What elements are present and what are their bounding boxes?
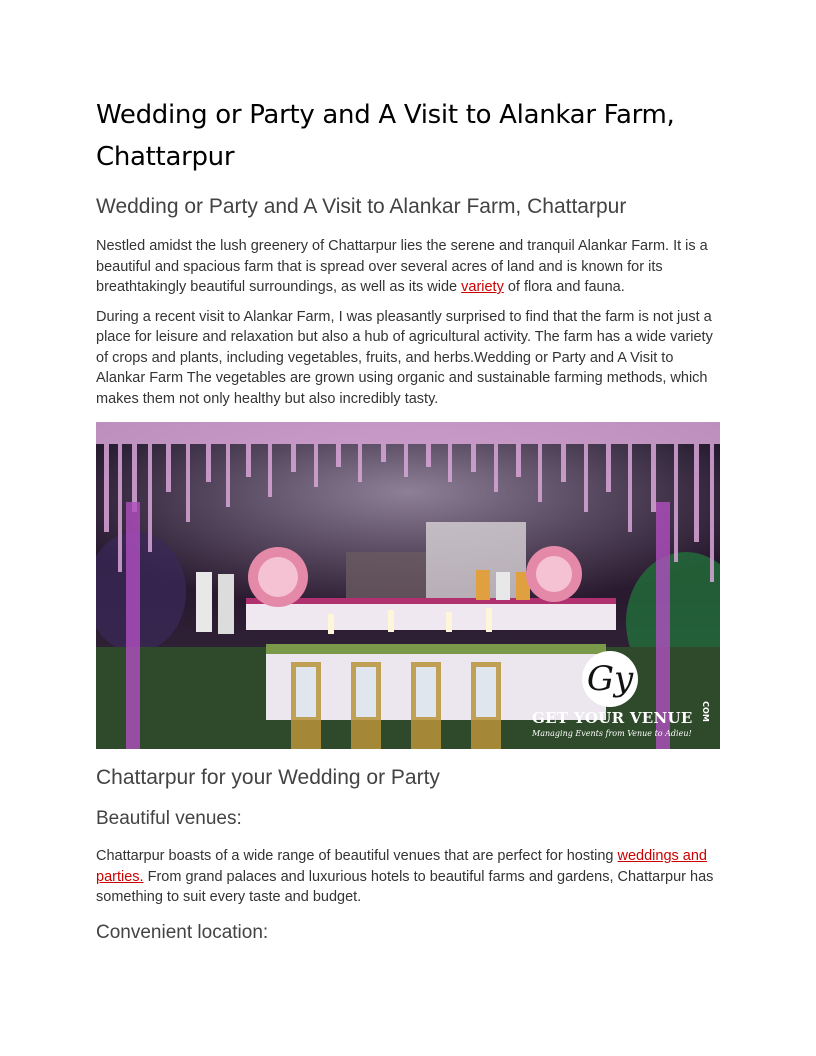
venues-paragraph [96,846,720,908]
logo-tagline: Managing Events from Venue to Adieu! [532,729,692,738]
variety-link[interactable]: variety [461,279,504,295]
logo-suffix: COM [701,701,711,722]
logo-monogram-icon: Gy [582,651,638,707]
intro-text-after: of flora and fauna. [503,279,625,295]
logo-name: GET YOUR VENUE [532,709,693,727]
subheading-convenient-location: Convenient location: [96,921,269,943]
venue-photo [96,422,720,749]
subheading-beautiful-venues: Beautiful venues: [96,808,242,829]
get-your-venue-logo [532,651,712,743]
intro-paragraph [96,236,720,298]
article-subtitle: Wedding or Party and A Visit to Alankar Farm, Chattarpur [96,195,627,218]
visit-paragraph: During a recent visit to Alankar Farm, I was pleasantly surprised to find that the farm is not just a place for leisure and relaxation but also a hub of agricultural activity. The farm has a wide variety of crops and plants, including vegetables, fruits, and herbs.Wedding or Party and A Visit to Alankar Farm The vegetables are grown using organic and sustainable farming methods, which makes them not only healthy but also incredibly tasty. [96,308,713,407]
intro-text-before: Nestled amidst the lush greenery of Chattarpur lies the serene and tranquil Alankar Farm. It is a beautiful and spacious farm that is spread over several acres of land and is known for its breathtakingly beautiful surroundings, as well as its wide [96,238,708,295]
venues-text-after: From grand palaces and luxurious hotels to beautiful farms and gardens, Chattarpur has something to suit every taste and budget. [96,868,714,905]
weddings-parties-link[interactable]: weddings and parties. [96,848,708,885]
venues-text-before: Chattarpur boasts of a wide range of beautiful venues that are perfect for hosting [96,848,618,864]
document-page [96,94,720,945]
page-title: Wedding or Party and A Visit to Alankar Farm, Chattarpur [96,100,675,172]
section-heading: Chattarpur for your Wedding or Party [96,766,440,789]
